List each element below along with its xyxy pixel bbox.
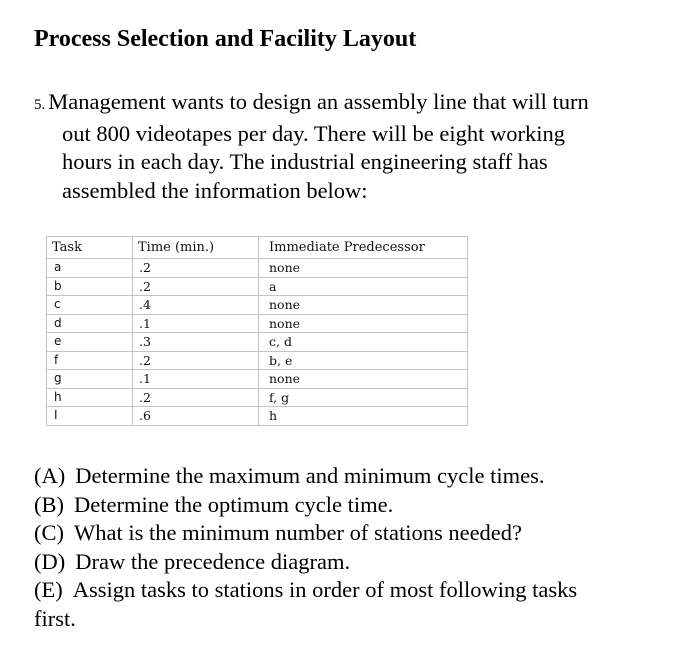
task-cell: g	[47, 370, 133, 389]
problem-line-text: Management wants to design an assembly line that will turn	[48, 89, 589, 114]
predecessor-cell: f, g	[259, 388, 468, 407]
time-cell: .3	[133, 333, 259, 352]
table-row	[47, 351, 468, 370]
question-label: (B)	[34, 491, 64, 517]
task-cell: a	[47, 259, 133, 278]
question-list	[34, 462, 674, 633]
time-cell: .2	[133, 259, 259, 278]
question-a	[34, 462, 674, 491]
predecessor-cell: none	[259, 314, 468, 333]
table-row	[47, 296, 468, 315]
page-title: Process Selection and Facility Layout	[34, 26, 417, 52]
predecessor-cell: a	[259, 277, 468, 296]
question-b	[34, 491, 674, 520]
table-row	[47, 407, 468, 426]
question-e	[34, 576, 674, 605]
table-row	[47, 388, 468, 407]
problem-line: assembled the information below:	[62, 177, 368, 203]
question-text: Draw the precedence diagram.	[75, 548, 351, 574]
predecessor-cell: none	[259, 259, 468, 278]
question-text: What is the minimum number of stations needed?	[74, 520, 523, 545]
time-cell: .1	[133, 314, 259, 333]
question-text: Determine the maximum and minimum cycle times.	[75, 463, 545, 488]
task-cell: c	[47, 296, 133, 315]
task-cell: h	[47, 388, 133, 407]
header-task: Task	[47, 237, 133, 259]
time-cell: .6	[133, 407, 259, 426]
header-predecessor: Immediate Predecessor	[259, 237, 468, 259]
question-e-continuation: first.	[34, 605, 76, 631]
problem-line: out 800 videotapes per day. There will be eight working	[62, 120, 565, 146]
problem-line	[34, 88, 674, 120]
table-row	[47, 314, 468, 333]
table-header-row	[47, 237, 468, 259]
time-cell: .2	[133, 277, 259, 296]
predecessor-cell: c, d	[259, 333, 468, 352]
predecessor-cell: b, e	[259, 351, 468, 370]
problem-statement	[34, 88, 674, 205]
time-cell: .1	[133, 370, 259, 389]
task-table	[46, 236, 468, 426]
question-label: (D)	[34, 548, 66, 574]
table-row	[47, 277, 468, 296]
header-time: Time (min.)	[133, 237, 259, 259]
table-row	[47, 333, 468, 352]
table-row	[47, 259, 468, 278]
question-d	[34, 548, 674, 577]
question-label: (C)	[34, 520, 64, 545]
table-row	[47, 370, 468, 389]
time-cell: .2	[133, 351, 259, 370]
task-cell: e	[47, 333, 133, 352]
predecessor-cell: none	[259, 370, 468, 389]
question-label: (E)	[34, 577, 63, 602]
task-cell: b	[47, 277, 133, 296]
time-cell: .2	[133, 388, 259, 407]
question-c	[34, 519, 674, 548]
question-text: Assign tasks to stations in order of most following tasks	[72, 577, 578, 602]
task-cell: I	[47, 407, 133, 426]
problem-line: hours in each day. The industrial engineering staff has	[62, 149, 548, 174]
predecessor-cell: h	[259, 407, 468, 426]
question-text: Determine the optimum cycle time.	[74, 491, 394, 517]
question-label: (A)	[34, 463, 66, 488]
problem-number: 5.	[34, 97, 46, 113]
time-cell: .4	[133, 296, 259, 315]
task-cell: d	[47, 314, 133, 333]
predecessor-cell: none	[259, 296, 468, 315]
task-cell: f	[47, 351, 133, 370]
